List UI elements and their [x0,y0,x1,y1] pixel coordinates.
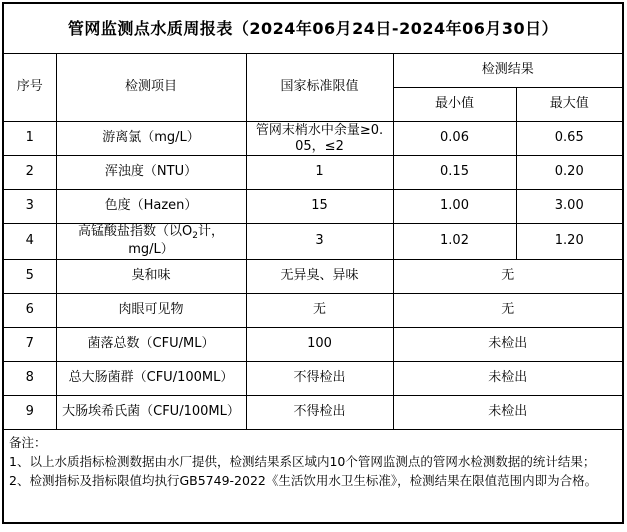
cell-min: 1.00 [393,190,516,224]
table-row-6 [3,293,623,327]
cell-item: 高锰酸盐指数（以$O_2$计，mg/L） [56,224,246,260]
cell-item: 肉眼可见物 [56,293,246,327]
col-header-standard: 国家标准限值 [246,54,393,122]
notes-row [3,429,623,523]
col-header-max: 最大值 [516,88,623,122]
cell-result-merged: 未检出 [393,395,623,429]
cell-max: 3.00 [516,190,623,224]
cell-standard: 100 [246,327,393,361]
notes-label: 备注： [9,434,47,450]
header-row-top [3,54,623,88]
table-row-5 [3,259,623,293]
cell-standard: 1 [246,156,393,190]
col-header-result: 检测结果 [393,54,623,88]
cell-result-merged: 未检出 [393,327,623,361]
report-title: 管网监测点水质周报表（2024年06月24日-2024年06月30日） [3,3,623,54]
table-row-9 [3,395,623,429]
table-row-1 [3,122,623,156]
col-header-no: 序号 [3,54,56,122]
cell-standard: 不得检出 [246,361,393,395]
cell-no: 6 [3,293,56,327]
notes-line-2: 2、检测指标及指标限值均执行GB5749-2022《生活饮用水卫生标准》，检测结果在限值范围内即为合格。 [9,473,598,489]
cell-no: 7 [3,327,56,361]
cell-max: 1.20 [516,224,623,260]
cell-max: 0.65 [516,122,623,156]
cell-item: 臭和味 [56,259,246,293]
cell-no: 3 [3,190,56,224]
title-row [3,3,623,54]
table-row-8 [3,361,623,395]
cell-item: 总大肠菌群（CFU/100ML） [56,361,246,395]
cell-max: 0.20 [516,156,623,190]
cell-min: 1.02 [393,224,516,260]
cell-no: 1 [3,122,56,156]
table-row-4 [3,224,623,260]
table-row-7 [3,327,623,361]
cell-no: 5 [3,259,56,293]
cell-no: 2 [3,156,56,190]
notes-cell [3,429,623,523]
cell-result-merged: 无 [393,259,623,293]
cell-item: 菌落总数（CFU/ML） [56,327,246,361]
cell-standard: 无 [246,293,393,327]
cell-no: 4 [3,224,56,260]
table-row-2 [3,156,623,190]
cell-standard: 3 [246,224,393,260]
cell-result-merged: 无 [393,293,623,327]
subscript-2: 2 [192,231,198,241]
cell-no: 9 [3,395,56,429]
cell-result-merged: 未检出 [393,361,623,395]
col-header-min: 最小值 [393,88,516,122]
cell-min: 0.06 [393,122,516,156]
cell-standard: 15 [246,190,393,224]
cell-no: 8 [3,361,56,395]
cell-item: 游离氯（mg/L） [56,122,246,156]
cell-item: 大肠埃希氏菌（CFU/100ML） [56,395,246,429]
water-quality-report-table [2,2,624,524]
cell-item: 浑浊度（NTU） [56,156,246,190]
cell-item: 色度（Hazen） [56,190,246,224]
cell-standard: 无异臭、异味 [246,259,393,293]
table-row-3 [3,190,623,224]
cell-standard [246,122,393,156]
standard-text: 管网末梢水中余量≥0.05，≤2 [255,122,384,154]
notes-line-1: 1、以上水质指标检测数据由水厂提供，检测结果系区域内10个管网监测点的管网水检测数据的统计结果； [9,453,596,469]
cell-min: 0.15 [393,156,516,190]
cell-standard: 不得检出 [246,395,393,429]
col-header-item: 检测项目 [56,54,246,122]
